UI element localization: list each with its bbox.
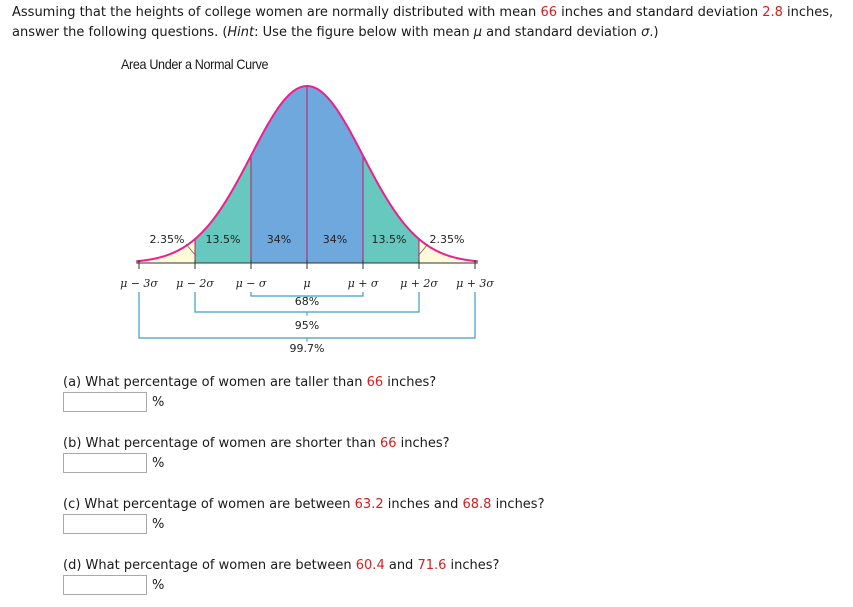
question-text: What percentage of women are between xyxy=(80,497,355,512)
axis-label: μ − 3σ xyxy=(120,277,158,290)
range-label: 68% xyxy=(294,295,320,308)
mean-value: 66 xyxy=(540,5,557,20)
question-value: 66 xyxy=(379,436,397,451)
answer-a-input[interactable] xyxy=(63,392,147,412)
question-value: 60.4 xyxy=(355,558,385,573)
range-label: 95% xyxy=(294,319,320,332)
answer-c xyxy=(63,514,164,534)
axis-label: μ + σ xyxy=(347,277,379,290)
question-c xyxy=(63,496,544,514)
intro-text: and standard deviation xyxy=(481,25,642,40)
axis-label: μ + 3σ xyxy=(456,277,494,290)
region-label: 2.35% xyxy=(429,233,465,246)
question-text: What percentage of women are between xyxy=(81,558,356,573)
question-a xyxy=(63,374,436,392)
question-text: What percentage of women are shorter than xyxy=(81,436,380,451)
region-label: 13.5% xyxy=(371,233,407,246)
intro-text: Assuming that the heights of college women are normally distributed with mean xyxy=(12,5,541,20)
answer-d xyxy=(63,575,164,595)
question-letter: (d) xyxy=(63,558,82,573)
answer-a xyxy=(63,392,164,412)
axis-label: μ + 2σ xyxy=(400,277,438,290)
range-label: 99.7% xyxy=(289,342,325,355)
question-text: inches? xyxy=(491,497,545,512)
percent-unit: % xyxy=(152,455,165,471)
question-b xyxy=(63,435,450,453)
axis-label: μ − 2σ xyxy=(176,277,214,290)
mu-symbol: μ xyxy=(473,25,482,40)
answer-b-input[interactable] xyxy=(63,453,147,473)
question-text: inches? xyxy=(383,375,437,390)
axis-label: μ xyxy=(303,277,311,290)
question-letter: (b) xyxy=(63,436,82,451)
question-letter: (c) xyxy=(63,497,81,512)
question-d xyxy=(63,557,499,575)
hint-label: Hint xyxy=(227,25,255,40)
axis-label: μ − σ xyxy=(235,277,267,290)
percent-unit: % xyxy=(152,394,165,410)
region-label: 2.35% xyxy=(149,233,185,246)
figure-title: Area Under a Normal Curve xyxy=(121,56,269,72)
answer-b xyxy=(63,453,164,473)
question-value: 63.2 xyxy=(354,497,384,512)
question-text: What percentage of women are taller than xyxy=(81,375,367,390)
question-value: 71.6 xyxy=(417,558,447,573)
intro-text: inches, answer the following questions. ( xyxy=(12,5,834,40)
question-value: 66 xyxy=(366,375,384,390)
question-value: 68.8 xyxy=(462,497,492,512)
intro-text: .) xyxy=(649,25,659,40)
sd-value: 2.8 xyxy=(762,5,783,20)
question-text: and xyxy=(384,558,418,573)
region-label: 34% xyxy=(322,233,348,246)
percent-unit: % xyxy=(152,516,165,532)
question-letter: (a) xyxy=(63,375,82,390)
question-text: inches? xyxy=(446,558,500,573)
region-label: 34% xyxy=(266,233,292,246)
answer-d-input[interactable] xyxy=(63,575,147,595)
intro-text: inches and standard deviation xyxy=(556,5,763,20)
region-label: 13.5% xyxy=(205,233,241,246)
question-text: inches and xyxy=(383,497,463,512)
answer-c-input[interactable] xyxy=(63,514,147,534)
intro-text: : Use the figure below with mean xyxy=(254,25,474,40)
percent-unit: % xyxy=(152,577,165,593)
sigma-symbol: σ xyxy=(641,25,650,40)
question-text: inches? xyxy=(396,436,450,451)
